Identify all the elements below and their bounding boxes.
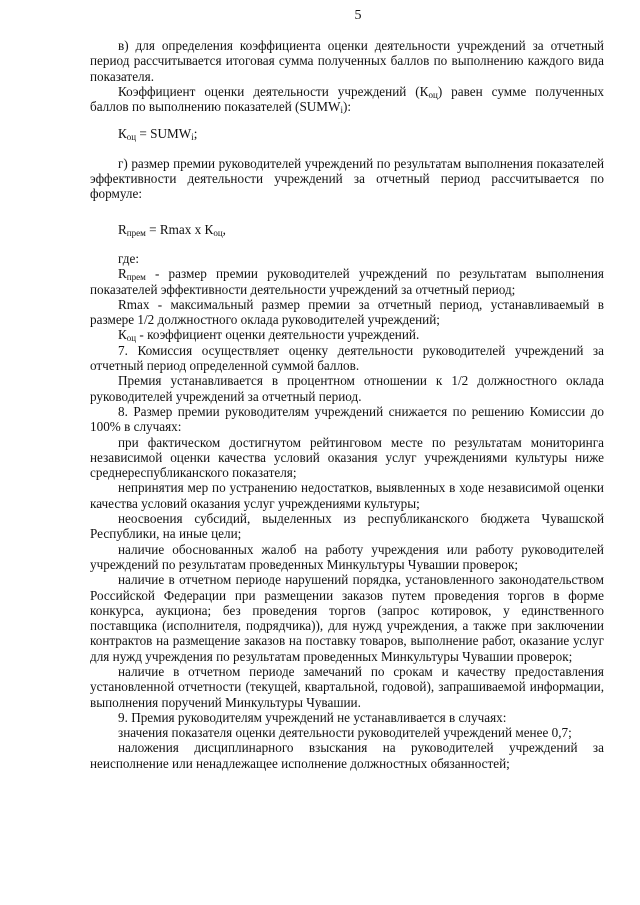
page-number: 5 [354, 8, 362, 23]
text-run: ) равен сумме полученных баллов по выполнению показателей (SUMW [90, 83, 604, 115]
subscript: оц [428, 89, 438, 100]
paragraph-9: 9. Премия руководителям учреждений не устанавливается в случаях: [118, 709, 507, 725]
subscript: оц [126, 333, 137, 344]
paragraph-v: в) для определения коэффициента оценки деятельности учреждений за отчетный период рассчитывается итоговая сумма полученных баллов по выполнению каждого вида показателя. [90, 38, 604, 84]
definition-koc [90, 327, 604, 342]
paragraph-8b: непринятия мер по устранению недостатков, выявленных в ходе независимой оценки качества условий оказания услуг учреждениями культуры; [90, 480, 604, 511]
definition-rmax: Rmax - максимальный размер премии за отчетный период, устанавливаемый в размере 1/2 должностного оклада руководителей учреждений; [90, 296, 604, 328]
paragraph-8f: наличие в отчетном периоде замечаний по срокам и качеству предоставления установленной отчетности (текущей, квартальной, годовой), запрашиваемой информации, выполнения поручений Минкультуры Чувашии. [90, 663, 604, 710]
paragraph-7b: Премия устанавливается в процентном отношении к 1/2 должностного оклада руководителей учреждений за отчетный период. [90, 373, 604, 404]
where-label: где: [118, 250, 139, 266]
subscript: прем [126, 272, 146, 283]
text-run: ): [343, 99, 352, 115]
subscript: i [191, 132, 194, 143]
subscript: прем [126, 227, 146, 238]
text-run: = SUMW [136, 126, 192, 142]
paragraph-8c: неосвоения субсидий, выделенных из республиканского бюджета Чувашской Республики, на иные цели; [90, 511, 604, 542]
paragraph-9b: наложения дисциплинарного взыскания на руководителей учреждений за неисполнение или ненадлежащее исполнение должностных обязанностей; [90, 740, 604, 771]
definition-rprem [90, 266, 604, 297]
text-run: ; [193, 126, 198, 142]
paragraph-9a: значения показателя оценки деятельности руководителей учреждений менее 0,7; [118, 725, 572, 741]
text-run: - размер премии руководителей учреждений по результатам выполнения показателей эффективности деятельности учреждений за отчетный период; [90, 266, 604, 297]
paragraph-koef [90, 84, 604, 115]
text-run: = Rmax х К [145, 221, 214, 237]
paragraph-8e: наличие в отчетном периоде нарушений порядка, установленного законодательством Российской Федерации при размещении заказов путем проведения торгов в форме конкурса, аукциона; без проведения торгов (запрос котировок, у единственного поставщика (исполнителя, подрядчика)), для нужд учреждения, а также при заключении контрактов на размещение заказов на поставку товаров, выполнение работ, оказание услуг для нужд учреждения по результатам проведенных Минкультуры Чувашии проверок; [90, 572, 604, 664]
text-run: R [118, 221, 127, 237]
formula-koc [90, 126, 604, 141]
text-run: R [118, 266, 127, 282]
paragraph-8d: наличие обоснованных жалоб на работу учреждения или работу руководителей учреждений по результатам проведенных Минкультуры Чувашии проверок; [90, 541, 604, 572]
subscript: i [340, 105, 344, 116]
subscript: оц [126, 132, 137, 143]
document-body [90, 38, 604, 771]
text-run: Коэффициент оценки деятельности учреждений (К [118, 83, 429, 99]
subscript: оц [213, 227, 223, 238]
text-run: К [118, 327, 127, 343]
formula-rprem [90, 222, 604, 237]
paragraph-8: 8. Размер премии руководителям учреждений снижается по решению Комиссии до 100% в случаях: [90, 403, 604, 435]
text-run: , [222, 221, 226, 237]
paragraph-g: г) размер премии руководителей учреждений по результатам выполнения показателей эффективности деятельности учреждений за отчетный период рассчитывается по формуле: [90, 155, 604, 202]
paragraph-7: 7. Комиссия осуществляет оценку деятельности руководителей учреждений за отчетный период определенной суммой баллов. [90, 342, 604, 374]
text-run: - коэффициент оценки деятельности учреждений. [136, 327, 420, 343]
text-run: К [118, 126, 127, 142]
paragraph-8a: при фактическом достигнутом рейтинговом месте по результатам мониторинга независимой оценки качества условий оказания услуг учреждениями культуры ниже среднереспубликанского показателя; [90, 434, 604, 481]
